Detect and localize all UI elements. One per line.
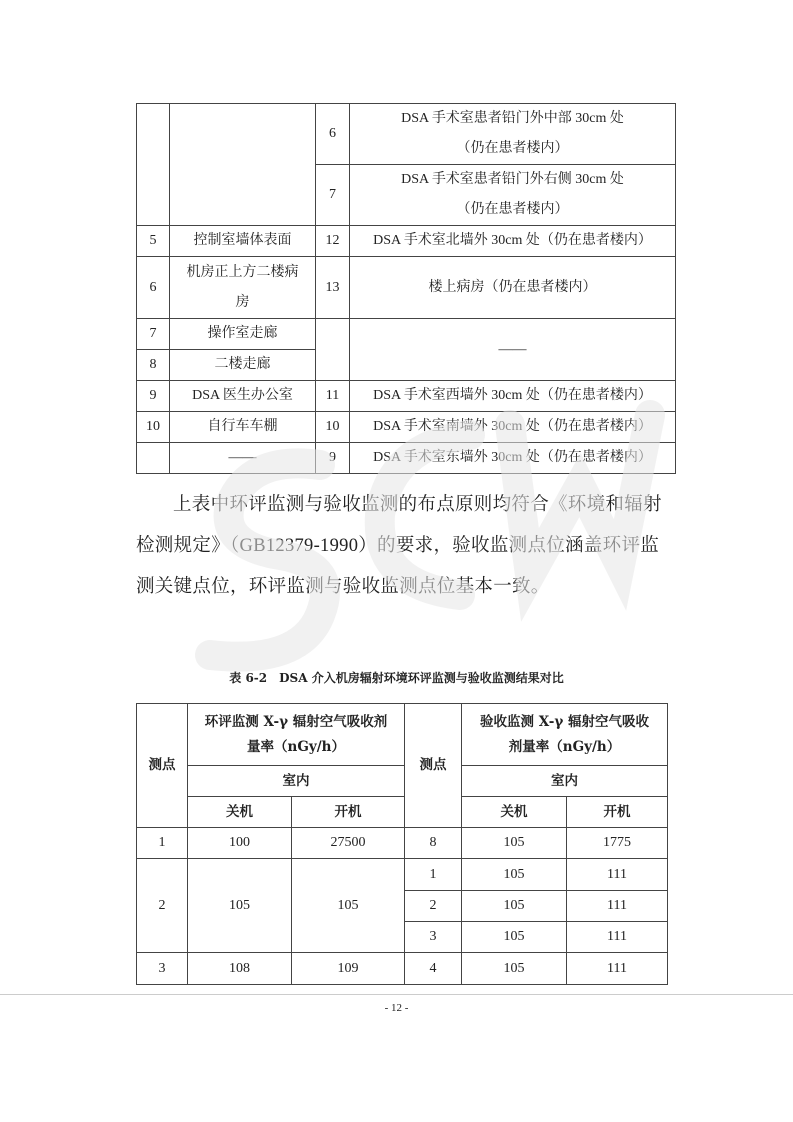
table-cell: DSA 手术室北墙外 30cm 处（仍在患者楼内） (350, 226, 676, 257)
header-cell: 开机 (567, 797, 668, 828)
table-cell: 105 (188, 859, 292, 953)
table-cell: 105 (462, 891, 567, 922)
table-cell: 1775 (567, 828, 668, 859)
table-cell: 111 (567, 922, 668, 953)
cell-line: （仍在患者楼内） (456, 202, 569, 217)
table-cell: 控制室墙体表面 (170, 226, 316, 257)
table-cell: 100 (188, 828, 292, 859)
header-cell: 关机 (462, 797, 567, 828)
header-line: 剂量率（nGy/h） (508, 738, 621, 755)
table-cell: 27500 (292, 828, 405, 859)
table-cell: 111 (567, 891, 668, 922)
header-cell (462, 704, 668, 766)
header-cell: 测点 (137, 704, 188, 828)
paragraph-line: 测关键点位，环评监测与验收监测点位基本一致。 (136, 577, 550, 597)
table-cell (137, 443, 170, 474)
table-cell: 105 (462, 828, 567, 859)
table-cell: 楼上病房（仍在患者楼内） (350, 257, 676, 319)
table-cell: 3 (405, 922, 462, 953)
table-cell: 4 (405, 953, 462, 985)
cell-line: DSA 手术室患者铅门外中部 30cm 处 (401, 111, 624, 126)
table-cell: 自行车车棚 (170, 412, 316, 443)
table-cell: 105 (292, 859, 405, 953)
table-cell: 6 (316, 104, 350, 165)
header-line: 验收监测 X-γ 辐射空气吸收 (480, 713, 649, 730)
table-cell: —— (170, 443, 316, 474)
table-cell (350, 165, 676, 226)
table-cell: 11 (316, 381, 350, 412)
paragraph-line: 上表中环评监测与验收监测的布点原则均符合《环境和辐射 (173, 495, 662, 515)
footer-rule (0, 994, 793, 995)
table-cell: DSA 医生办公室 (170, 381, 316, 412)
table-cell (137, 104, 170, 226)
paragraph-line: 检测规定》（GB12379-1990）的要求，验收监测点位涵盖环评监 (136, 536, 660, 556)
table-cell: 9 (316, 443, 350, 474)
table-cell: 8 (137, 350, 170, 381)
header-line: 环评监测 X-γ 辐射空气吸收剂 (204, 713, 388, 730)
table-cell (350, 104, 676, 165)
table-cell: 二楼走廊 (170, 350, 316, 381)
table-cell: 109 (292, 953, 405, 985)
header-cell (188, 704, 405, 766)
table-cell: 8 (405, 828, 462, 859)
table-cell: 13 (316, 257, 350, 319)
table-cell: 105 (462, 953, 567, 985)
cell-line: （仍在患者楼内） (456, 141, 569, 156)
table-cell: 7 (137, 319, 170, 350)
header-cell: 室内 (188, 766, 405, 797)
table-cell: 105 (462, 859, 567, 891)
header-cell: 关机 (188, 797, 292, 828)
table-cell: 2 (137, 859, 188, 953)
table-cell: DSA 手术室东墙外 30cm 处（仍在患者楼内） (350, 443, 676, 474)
cell-line: 房 (235, 294, 250, 310)
results-comparison-table (136, 703, 668, 985)
table-cell: 2 (405, 891, 462, 922)
table-cell: 6 (137, 257, 170, 319)
table-cell: 10 (316, 412, 350, 443)
table-caption: 表 6-2 DSA 介入机房辐射环境环评监测与验收监测结果对比 (229, 671, 564, 685)
table-cell: 7 (316, 165, 350, 226)
table-cell: DSA 手术室西墙外 30cm 处（仍在患者楼内） (350, 381, 676, 412)
monitoring-points-table (136, 103, 676, 474)
table-cell (170, 104, 316, 226)
table-cell: 3 (137, 953, 188, 985)
header-line: 量率（nGy/h） (247, 738, 345, 755)
header-cell: 开机 (292, 797, 405, 828)
cell-line: DSA 手术室患者铅门外右侧 30cm 处 (401, 172, 624, 187)
table-cell: 108 (188, 953, 292, 985)
table-cell: 1 (405, 859, 462, 891)
table-cell: 5 (137, 226, 170, 257)
table-cell: 1 (137, 828, 188, 859)
table-cell: 10 (137, 412, 170, 443)
table-cell: —— (350, 319, 676, 381)
table-cell: 105 (462, 922, 567, 953)
header-cell: 室内 (462, 766, 668, 797)
table-cell (316, 319, 350, 381)
page-number: - 12 - (384, 1002, 409, 1014)
header-cell: 测点 (405, 704, 462, 828)
table-cell: 操作室走廊 (170, 319, 316, 350)
cell-line: 机房正上方二楼病 (186, 264, 299, 280)
table-cell: DSA 手术室南墙外 30cm 处（仍在患者楼内） (350, 412, 676, 443)
table-cell: 12 (316, 226, 350, 257)
table-cell (170, 257, 316, 319)
table-cell: 111 (567, 859, 668, 891)
table-cell: 9 (137, 381, 170, 412)
table-cell: 111 (567, 953, 668, 985)
